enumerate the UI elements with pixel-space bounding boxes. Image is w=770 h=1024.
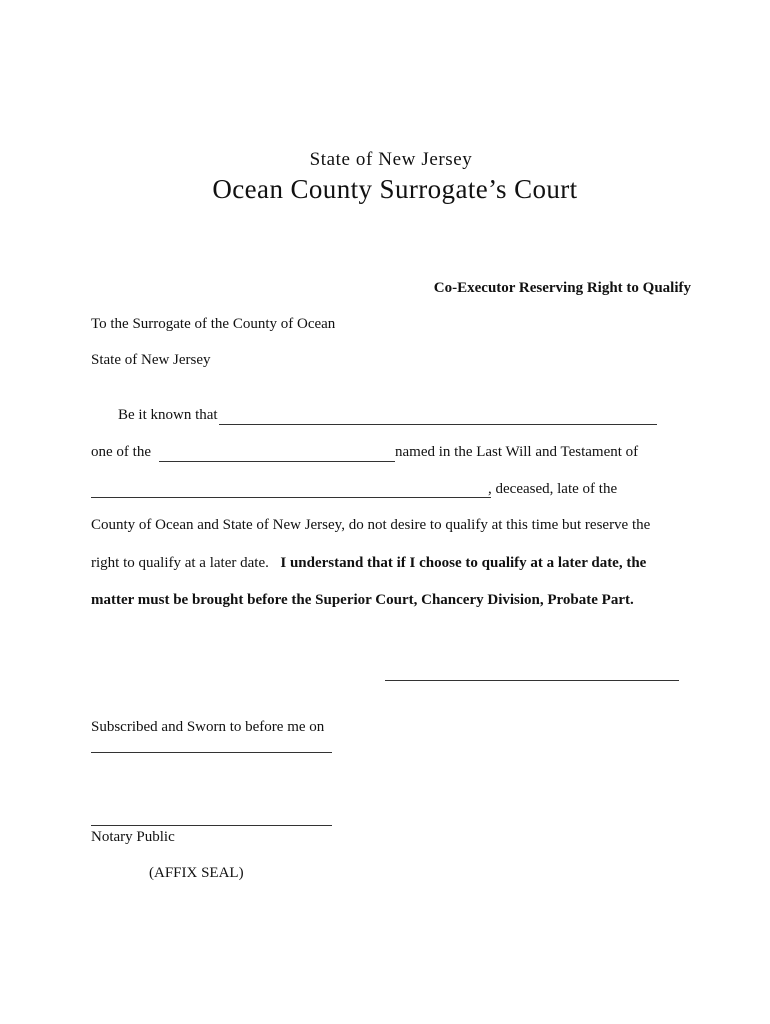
affix-seal-label: (AFFIX SEAL) — [149, 865, 244, 881]
executor-role-field[interactable] — [159, 461, 395, 462]
signature-line[interactable] — [385, 680, 679, 681]
address-line-county: To the Surrogate of the County of Ocean — [91, 316, 336, 332]
sworn-date-field[interactable] — [91, 752, 332, 753]
form-title: Co-Executor Reserving Right to Qualify — [433, 280, 691, 296]
subscribed-sworn-label: Subscribed and Sworn to before me on — [91, 719, 325, 735]
notary-public-label: Notary Public — [91, 829, 175, 845]
be-it-known-label: Be it known that — [118, 407, 218, 423]
right-to-qualify-text: right to qualify at a later date. — [91, 555, 269, 571]
superior-court-statement: matter must be brought before the Superior Court, Chancery Division, Probate Part. — [91, 592, 634, 608]
address-line-state: State of New Jersey — [91, 352, 211, 368]
one-of-the-label: one of the — [91, 444, 151, 460]
declarant-name-field[interactable] — [219, 424, 657, 425]
deceased-label: , deceased, late of the — [488, 481, 618, 497]
court-heading: Ocean County Surrogate’s Court — [212, 174, 578, 204]
right-to-qualify-line — [91, 555, 646, 572]
understanding-statement: I understand that if I choose to qualify at a later date, the — [280, 555, 647, 571]
notary-signature-line[interactable] — [91, 825, 332, 826]
named-in-will-label: named in the Last Will and Testament of — [395, 444, 639, 460]
county-statement: County of Ocean and State of New Jersey, do not desire to qualify at this time but reserve the — [91, 517, 651, 533]
state-heading: State of New Jersey — [309, 149, 473, 170]
decedent-name-field[interactable] — [91, 497, 491, 498]
